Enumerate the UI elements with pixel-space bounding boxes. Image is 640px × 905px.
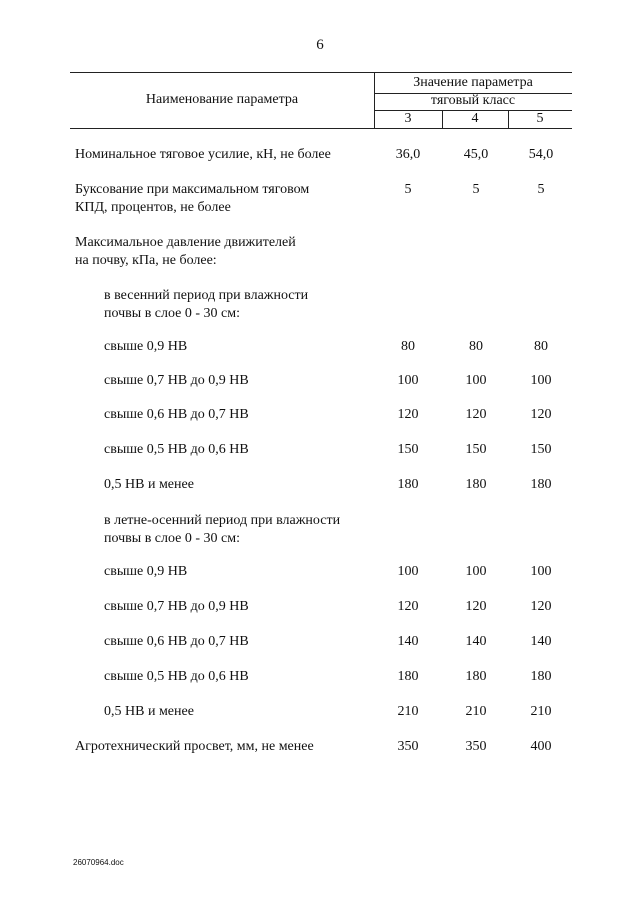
value-class-4: 210 — [465, 704, 487, 719]
header-class-5: 5 — [536, 111, 544, 126]
value-class-5: 54,0 — [528, 147, 554, 162]
value-class-3: 140 — [397, 634, 419, 649]
row-label: свыше 0,9 НВ — [104, 339, 188, 354]
value-class-4: 180 — [465, 669, 487, 684]
value-class-3: 350 — [397, 739, 419, 754]
row-label: свыше 0,6 НВ до 0,7 НВ — [104, 634, 249, 649]
row-label: 0,5 НВ и менее — [104, 477, 194, 492]
value-class-3: 210 — [397, 704, 419, 719]
page-number: 6 — [316, 37, 324, 53]
row-label: Номинальное тяговое усилие, кН, не более — [75, 147, 331, 162]
value-class-4: 350 — [465, 739, 487, 754]
value-class-4: 150 — [465, 442, 487, 457]
row-label: Агротехнический просвет, мм, не менее — [75, 739, 314, 754]
header-name-column: Наименование параметра — [145, 92, 299, 107]
value-class-4: 180 — [465, 477, 487, 492]
value-class-3: 150 — [397, 442, 419, 457]
value-class-4: 80 — [469, 339, 483, 354]
row-label: Максимальное давление движителей на почву, кПа, не более: — [75, 235, 296, 268]
value-class-3: 100 — [397, 564, 419, 579]
value-class-3: 5 — [404, 182, 412, 197]
row-label: Буксование при максимальном тяговом КПД, процентов, не более — [75, 182, 310, 215]
value-class-5: 80 — [534, 339, 548, 354]
header-class-4: 4 — [471, 111, 479, 126]
value-class-3: 180 — [397, 669, 419, 684]
header-value-group: Значение параметра — [413, 75, 533, 90]
row-label: в летне-осенний период при влажности почвы в слое 0 - 30 см: — [104, 513, 341, 546]
value-class-3: 80 — [401, 339, 415, 354]
value-class-3: 36,0 — [395, 147, 421, 162]
footer-filename: 26070964.doc — [73, 858, 124, 867]
value-class-3: 120 — [397, 407, 419, 422]
value-class-4: 120 — [465, 599, 487, 614]
value-class-5: 5 — [537, 182, 545, 197]
value-class-5: 150 — [530, 442, 552, 457]
value-class-4: 100 — [465, 373, 487, 388]
row-label: свыше 0,5 НВ до 0,6 НВ — [104, 442, 249, 457]
value-class-4: 5 — [472, 182, 480, 197]
value-class-5: 400 — [530, 739, 552, 754]
value-class-3: 100 — [397, 373, 419, 388]
value-class-5: 100 — [530, 564, 552, 579]
row-label: свыше 0,9 НВ — [104, 564, 188, 579]
value-class-4: 100 — [465, 564, 487, 579]
row-label: свыше 0,7 НВ до 0,9 НВ — [104, 373, 249, 388]
value-class-5: 120 — [530, 599, 552, 614]
row-label: свыше 0,7 НВ до 0,9 НВ — [104, 599, 249, 614]
value-class-4: 120 — [465, 407, 487, 422]
value-class-5: 180 — [530, 477, 552, 492]
row-label: 0,5 НВ и менее — [104, 704, 194, 719]
value-class-3: 120 — [397, 599, 419, 614]
header-bottom-rule — [70, 128, 572, 129]
value-class-5: 100 — [530, 373, 552, 388]
header-top-rule — [70, 72, 572, 73]
value-class-4: 140 — [465, 634, 487, 649]
row-label: свыше 0,5 НВ до 0,6 НВ — [104, 669, 249, 684]
header-class-3: 3 — [404, 111, 412, 126]
value-class-5: 140 — [530, 634, 552, 649]
value-class-5: 210 — [530, 704, 552, 719]
header-traction-class: тяговый класс — [430, 93, 516, 108]
row-label: свыше 0,6 НВ до 0,7 НВ — [104, 407, 249, 422]
value-class-5: 120 — [530, 407, 552, 422]
row-label: в весенний период при влажности почвы в слое 0 - 30 см: — [104, 288, 309, 321]
value-class-3: 180 — [397, 477, 419, 492]
value-class-5: 180 — [530, 669, 552, 684]
value-class-4: 45,0 — [463, 147, 489, 162]
